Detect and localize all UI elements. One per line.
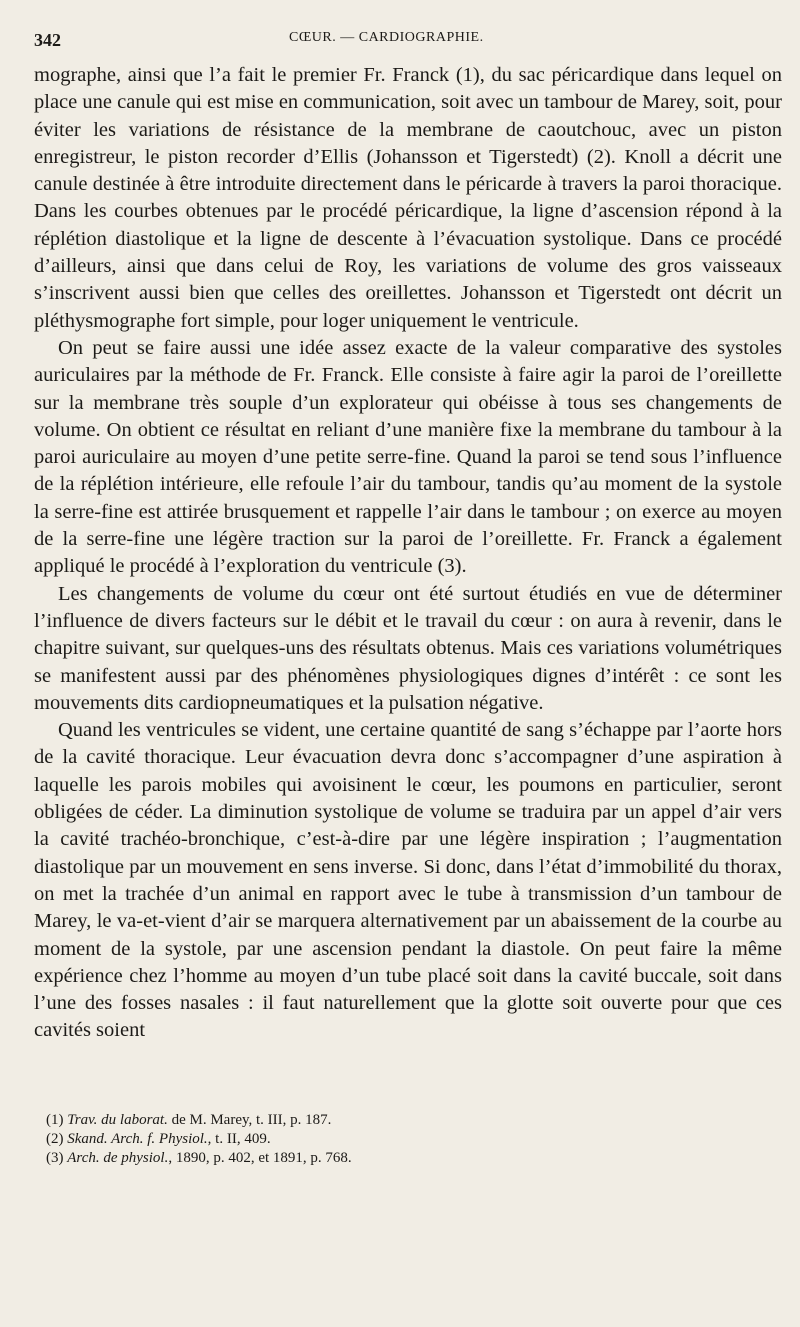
footnote-reference: de M. Marey, t. III, p. 187. xyxy=(167,1111,332,1128)
page-header xyxy=(34,24,782,54)
footnote xyxy=(34,1111,782,1130)
footnote xyxy=(34,1130,782,1149)
footnote-source-title: Trav. du laborat. xyxy=(67,1111,168,1128)
body-text xyxy=(34,62,782,1045)
footnote xyxy=(34,1149,782,1168)
footnote-source-title: Arch. de physiol. xyxy=(67,1149,169,1166)
paragraph: Les changements de volume du cœur ont été surtout étudiés en vue de déterminer l’influence de divers facteurs sur le débit et le travail du cœur : on aura à revenir, dans le chapitre suivant, sur quelques-uns des résultats obtenus. Mais ces variations volumétriques se manifestent aussi par des phénomènes physiologiques dignes d’intérêt : ce sont les mouvements dits cardiopneumatiques et la pulsation négative. xyxy=(34,582,782,714)
footnote-reference: , t. II, 409. xyxy=(207,1130,271,1147)
footnote-number: (2) xyxy=(46,1130,64,1147)
page-number: 342 xyxy=(34,30,61,50)
footnote-number: (3) xyxy=(46,1149,64,1166)
paragraph: Quand les ventricules se vident, une certaine quantité de sang s’échappe par l’aorte hors de la cavité thoracique. Leur évacuation devra donc s’accompagner d’une aspiration à laquelle les parois mobiles qui avoisinent le cœur, les poumons en particulier, seront obligées de céder. La diminution systolique de volume se traduira par un appel d’air vers la cavité trachéo-bronchique, c’est-à-dire par une légère inspiration ; l’augmentation diastolique par un mouvement en sens inverse. Si donc, dans l’état d’immobilité du thorax, on met la trachée d’un animal en rapport avec le tube à transmission d’un tambour de Marey, le va-et-vient d’air se marquera alternativement par un abaissement de la courbe au moment de la systole, par une ascension pendant la diastole. On peut faire la même expérience chez l’homme au moyen d’un tube placé soit dans la cavité buccale, soit dans l’une des fosses nasales : il faut naturellement que la glotte soit ouverte pour que ces cavités soient xyxy=(34,719,782,1042)
footnote-number: (1) xyxy=(46,1111,64,1128)
footnotes xyxy=(34,1111,782,1168)
footnote-source-title: Skand. Arch. f. Physiol. xyxy=(67,1130,208,1147)
running-head: CŒUR. — CARDIOGRAPHIE. xyxy=(289,30,484,45)
footnote-reference: , 1890, p. 402, et 1891, p. 768. xyxy=(168,1149,352,1166)
paragraph: mographe, ainsi que l’a fait le premier Fr. Franck (1), du sac péricardique dans lequel on place une canule qui est mise en communication, soit avec un tambour de Marey, soit, pour éviter les variations de résistance de la membrane de caoutchouc, avec un piston enregistreur, le piston recorder d’Ellis (Johansson et Tigerstedt) (2). Knoll a décrit une canule destinée à être introduite directement dans le péricarde à travers la paroi thoracique. Dans les courbes obtenues par le procédé péricardique, la ligne d’ascension répond à la réplétion diastolique et la ligne de descente à l’évacuation systolique. Dans ce procédé d’ailleurs, ainsi que dans celui de Roy, les variations de volume des gros vaisseaux s’inscrivent aussi bien que celles des oreillettes. Johansson et Tigerstedt ont décrit un pléthysmographe fort simple, pour loger uniquement le ventricule. xyxy=(34,64,782,332)
paragraph: On peut se faire aussi une idée assez exacte de la valeur comparative des systoles auriculaires par la méthode de Fr. Franck. Elle consiste à faire agir la paroi de l’oreillette sur la membrane très souple d’un explorateur qui obéisse à tous ses changements de volume. On obtient ce résultat en reliant d’une manière fixe la membrane du tambour à la paroi auriculaire au moyen d’une petite serre-fine. Quand la paroi se tend sous l’influence de la réplétion intérieure, elle refoule l’air du tambour, tandis qu’au moment de la systole la serre-fine est attirée brusquement et rappelle l’air dans le tambour ; on exerce au moyen de la serre-fine une légère traction sur la paroi de l’oreillette. Fr. Franck a également appliqué le procédé à l’exploration du ventricule (3). xyxy=(34,336,782,578)
